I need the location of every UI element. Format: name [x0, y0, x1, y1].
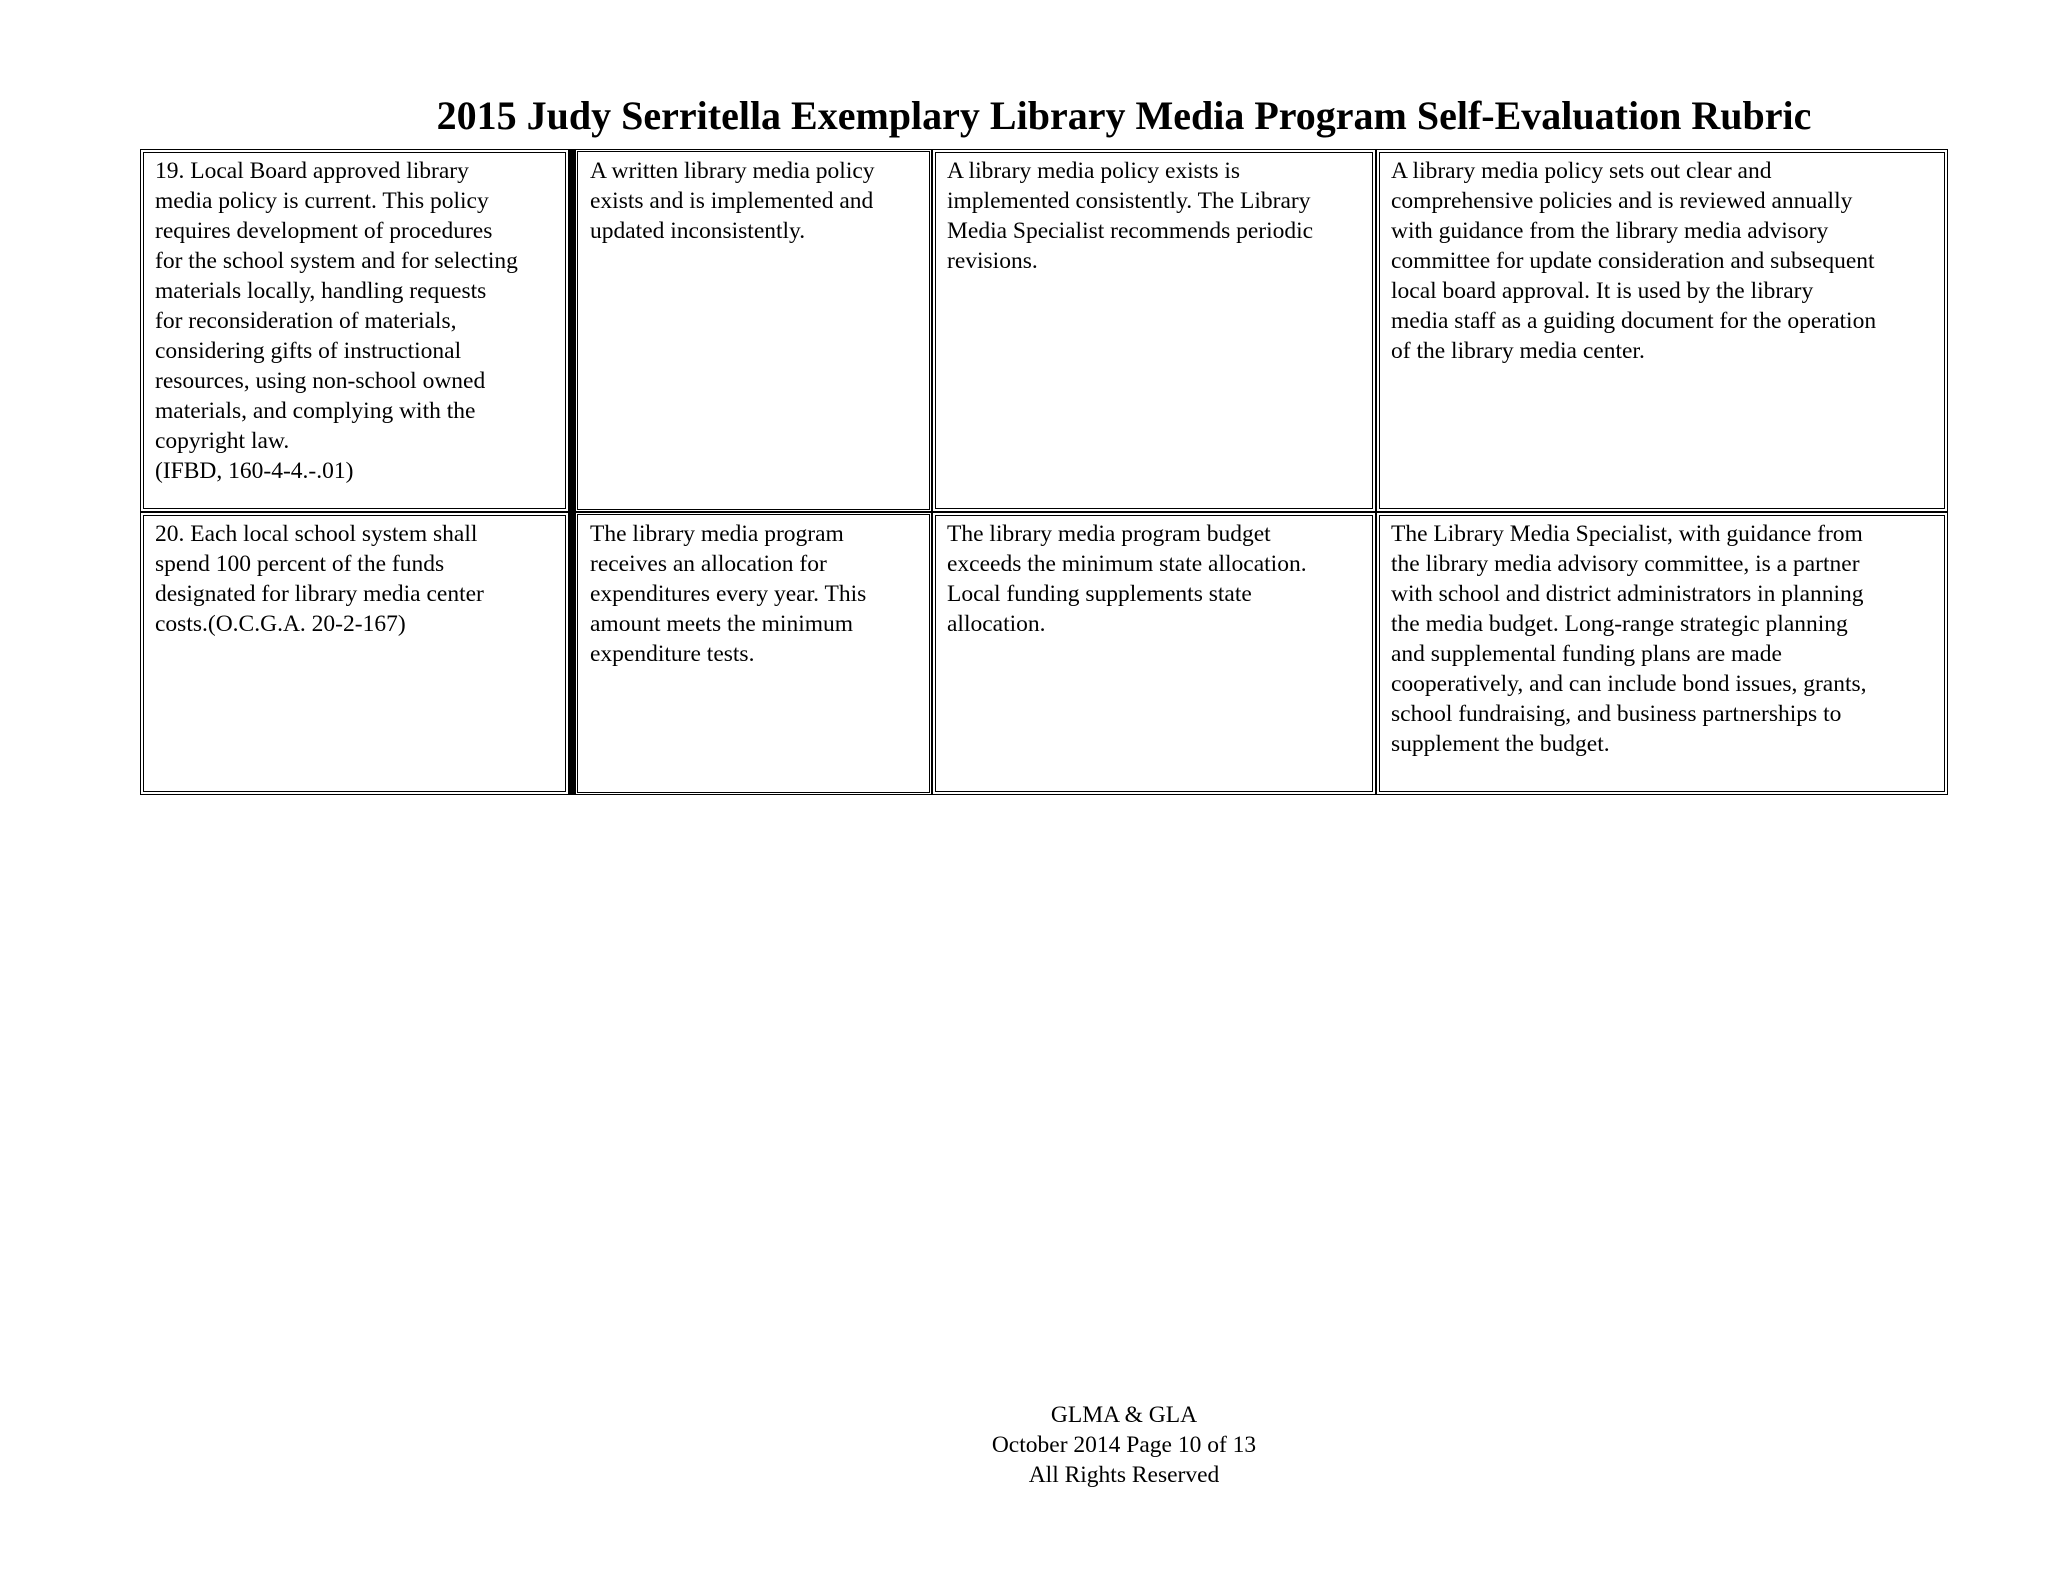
level-1-text: The library media program receives an allocation for expenditures every year. This amount meets the minimum expenditure tests. — [590, 521, 867, 667]
rubric-row-20 — [140, 512, 1948, 795]
footer-date-page: October 2014 Page 10 of 13 — [991, 1432, 1257, 1458]
level-1-cell — [568, 512, 932, 795]
level-3-text: The Library Media Specialist, with guidance from the library media advisory committee, is a partner with school and district administrators in planning the media budget. Long-range strategic planning and supplemental funding plans are made cooperatively, and can include bond issues, grants, school fundraising, and business partnerships to supplement the budget. — [1391, 521, 1867, 757]
criterion-cell — [140, 149, 568, 512]
criterion-cell — [140, 512, 568, 795]
level-3-cell — [1376, 149, 1948, 512]
page-title: 2015 Judy Serritella Exemplary Library Media Program Self-Evaluation Rubric — [436, 93, 1812, 138]
level-1-text: A written library media policy exists and is implemented and updated inconsistently. — [590, 158, 875, 244]
level-2-cell — [932, 149, 1376, 512]
page-footer — [0, 1400, 2048, 1490]
level-2-text: The library media program budget exceeds the minimum state allocation. Local funding supplements state allocation. — [947, 521, 1307, 637]
footer-rights: All Rights Reserved — [1028, 1462, 1220, 1488]
level-2-cell — [932, 512, 1376, 795]
level-2-text: A library media policy exists is implemented consistently. The Library Media Specialist recommends periodic revisions. — [947, 158, 1314, 274]
criterion-text: 19. Local Board approved library media policy is current. This policy requires development of procedures for the school system and for selecting materials locally, handling requests for reconsideration of materials, considering gifts of instructional resources, using non-school owned materials, and complying with the copyright law. (IFBD, 160-4-4.-.01) — [155, 158, 518, 484]
footer-organization: GLMA & GLA — [1050, 1402, 1198, 1428]
rubric-table — [140, 149, 1948, 795]
level-1-cell — [568, 149, 932, 512]
criterion-text: 20. Each local school system shall spend 100 percent of the funds designated for library media center costs.(O.C.G.A. 20-2-167) — [155, 521, 484, 637]
level-3-cell — [1376, 512, 1948, 795]
level-3-text: A library media policy sets out clear and comprehensive policies and is reviewed annually with guidance from the library media advisory committee for update consideration and subsequent local board approval. It is used by the library media staff as a guiding document for the operation of the library media center. — [1391, 158, 1877, 364]
rubric-row-19 — [140, 149, 1948, 512]
